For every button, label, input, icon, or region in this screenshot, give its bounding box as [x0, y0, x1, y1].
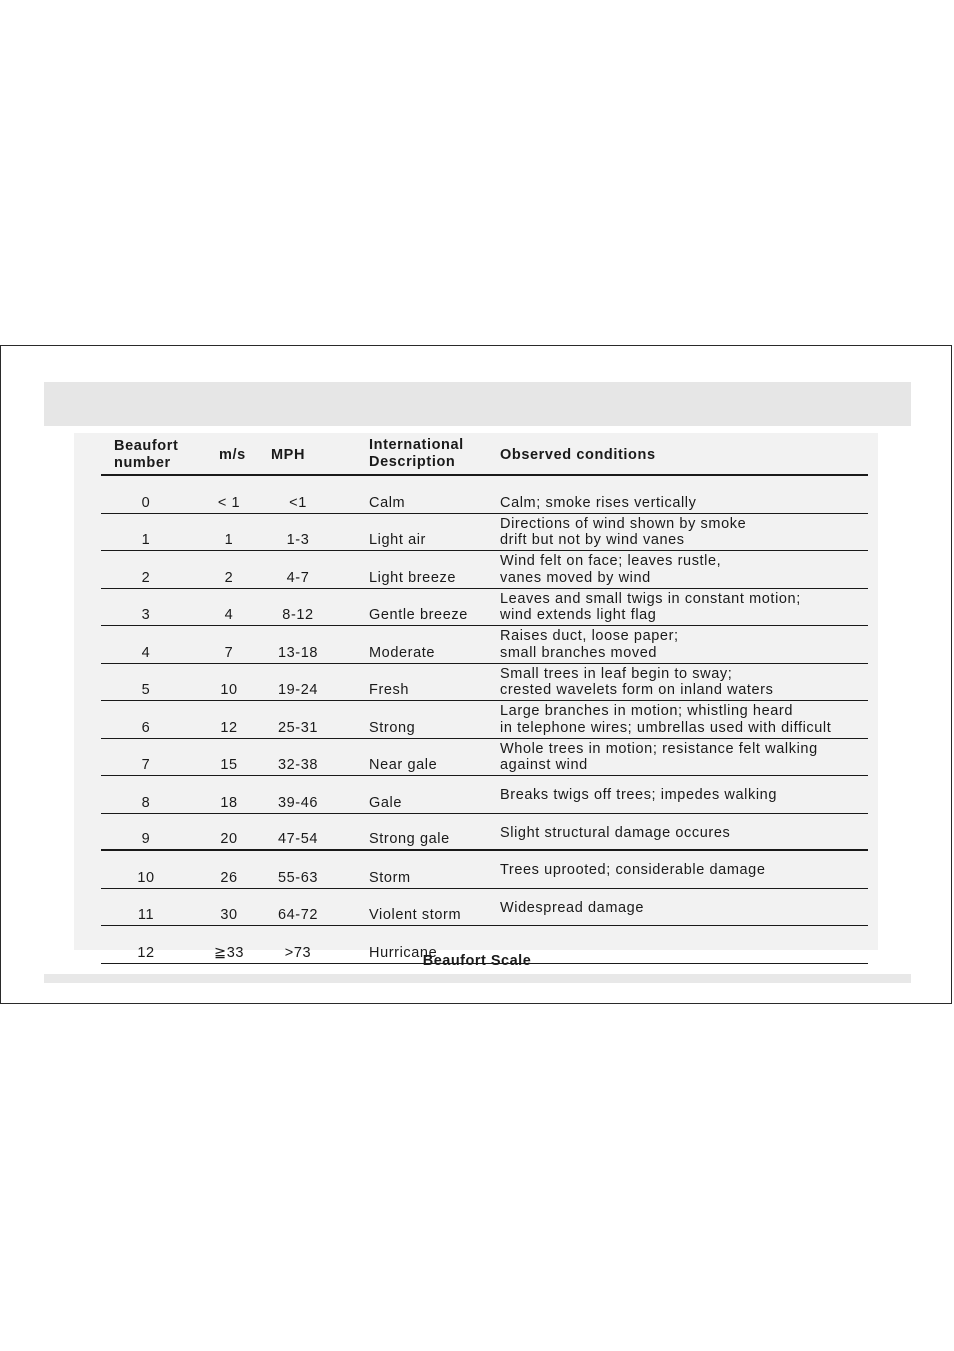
description-cell: Violent storm	[369, 907, 462, 923]
description-cell: Gentle breeze	[369, 607, 468, 623]
mph-cell: 47-54	[277, 831, 319, 847]
mph-cell: 19-24	[277, 682, 319, 698]
beaufort-number-cell: 3	[141, 607, 151, 623]
table-body	[101, 476, 868, 964]
table-row	[101, 589, 868, 627]
mph-cell: 13-18	[277, 644, 319, 661]
description-cell: Storm	[369, 869, 411, 886]
description-cell: Near gale	[369, 757, 438, 773]
beaufort-number-cell: 1	[141, 532, 151, 548]
mph-cell: 32-38	[277, 757, 319, 773]
table-row	[101, 514, 868, 552]
ms-cell: 20	[220, 831, 238, 847]
observed-line2: in telephone wires; umbrellas used with difficult	[500, 719, 832, 736]
ms-cell: 2	[224, 569, 234, 586]
table-row	[101, 476, 868, 514]
ms-cell: 1	[224, 532, 234, 548]
observed-conditions: Slight structural damage occures	[500, 824, 731, 841]
table-row	[101, 814, 868, 852]
observed-line2: drift but not by wind vanes	[500, 532, 685, 548]
observed-line2: vanes moved by wind	[500, 569, 651, 586]
header-desc-line2: Description	[369, 454, 456, 470]
table-header	[101, 434, 868, 476]
description-cell: Fresh	[369, 682, 410, 698]
beaufort-number-cell: 0	[141, 494, 151, 511]
ms-cell: 26	[220, 869, 238, 886]
observed-line1: Whole trees in motion; resistance felt walking	[500, 740, 818, 757]
ms-cell: 12	[220, 719, 238, 736]
beaufort-number-cell: 12	[137, 944, 155, 961]
header-desc-line1: International	[369, 437, 464, 453]
mph-cell: 1-3	[286, 532, 310, 548]
beaufort-number-cell: 4	[141, 644, 151, 661]
table-row	[101, 664, 868, 702]
table-row	[101, 626, 868, 664]
header-observed: Observed conditions	[500, 447, 656, 463]
observed-line1: Leaves and small twigs in constant motion;	[500, 590, 801, 607]
mph-cell: 64-72	[277, 907, 319, 923]
beaufort-number-cell: 6	[141, 719, 151, 736]
observed-line1: Wind felt on face; leaves rustle,	[500, 553, 722, 569]
observed-conditions: Widespread damage	[500, 899, 644, 916]
beaufort-number-cell: 2	[141, 569, 151, 586]
description-cell: Hurricane	[369, 944, 438, 961]
table-caption: Beaufort Scale	[422, 953, 532, 969]
table-row	[101, 551, 868, 589]
description-cell: Strong	[369, 719, 416, 736]
table-row	[101, 739, 868, 777]
observed-line1: Directions of wind shown by smoke	[500, 515, 747, 532]
observed-line1: Small trees in leaf begin to sway;	[500, 665, 733, 682]
observed-line2: small branches moved	[500, 644, 658, 661]
mph-cell: 25-31	[277, 719, 319, 736]
header-band	[44, 382, 911, 426]
mph-cell: <1	[289, 494, 307, 511]
observed-line1: Large branches in motion; whistling heard	[500, 703, 794, 719]
ms-cell: 18	[220, 794, 238, 811]
description-cell: Light breeze	[369, 569, 457, 586]
beaufort-number-cell: 8	[141, 794, 151, 811]
beaufort-number-cell: 5	[141, 682, 151, 698]
beaufort-number-cell: 11	[137, 907, 155, 923]
observed-line2: crested wavelets form on inland waters	[500, 682, 774, 698]
description-cell: Light air	[369, 532, 426, 548]
ms-cell: 15	[220, 757, 238, 773]
mph-cell: 8-12	[282, 607, 314, 623]
header-beaufort-line2: number	[114, 455, 171, 471]
beaufort-number-cell: 7	[141, 757, 151, 773]
ms-cell: < 1	[217, 494, 241, 511]
description-cell: Moderate	[369, 644, 436, 661]
description-cell: Strong gale	[369, 831, 450, 847]
mph-cell: >73	[284, 944, 312, 961]
table-row	[101, 701, 868, 739]
observed-line2: against wind	[500, 757, 588, 773]
page-frame	[0, 345, 952, 1004]
description-cell: Gale	[369, 794, 403, 811]
mph-cell: 55-63	[277, 869, 319, 886]
mph-cell: 4-7	[286, 569, 310, 586]
mph-cell: 39-46	[277, 794, 319, 811]
header-ms: m/s	[219, 447, 246, 463]
footer-band	[44, 974, 911, 983]
ms-cell: 30	[220, 907, 238, 923]
description-cell: Calm	[369, 494, 406, 511]
observed-conditions: Calm; smoke rises vertically	[500, 494, 697, 511]
ms-cell: 10	[220, 682, 238, 698]
beaufort-number-cell: 10	[137, 869, 155, 886]
beaufort-number-cell: 9	[141, 831, 151, 847]
table-row	[101, 851, 868, 889]
ms-cell: 7	[224, 644, 234, 661]
observed-conditions: Trees uprooted; considerable damage	[500, 862, 766, 878]
ms-cell: 4	[224, 607, 234, 623]
header-beaufort-line1: Beaufort	[114, 438, 179, 454]
ms-cell: ≧33	[213, 944, 245, 961]
observed-conditions: Breaks twigs off trees; impedes walking	[500, 787, 777, 803]
header-mph: MPH	[271, 447, 306, 463]
beaufort-table	[101, 434, 868, 964]
observed-line2: wind extends light flag	[500, 607, 657, 623]
table-row	[101, 776, 868, 814]
observed-line1: Raises duct, loose paper;	[500, 628, 679, 644]
table-row	[101, 889, 868, 927]
